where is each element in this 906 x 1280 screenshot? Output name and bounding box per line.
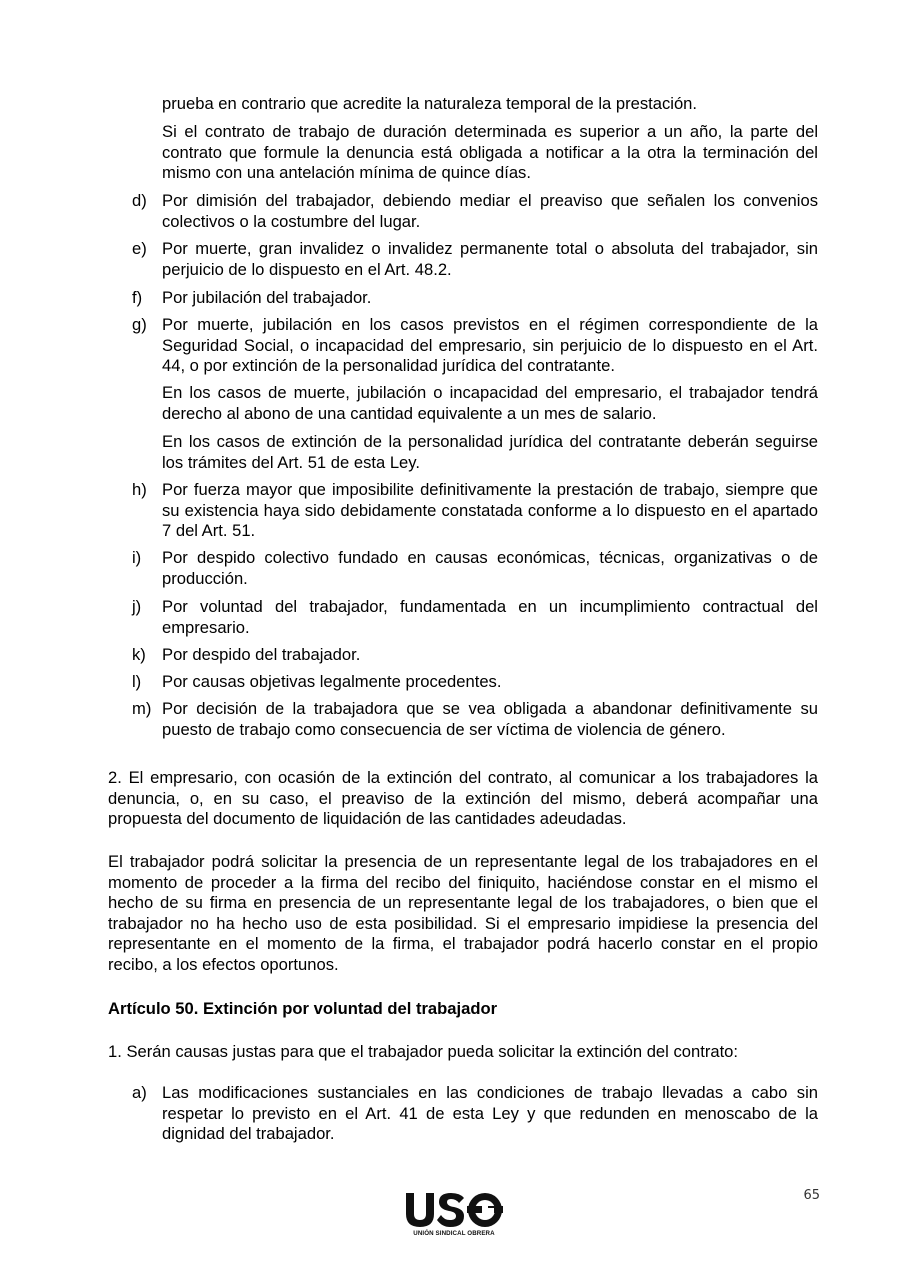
list-text: Por fuerza mayor que imposibilite definitivamente la prestación de trabajo, siempre que su existencia haya sido debidamente constatada conforme a lo dispuesto en el apartado 7 del Art. 51.	[162, 480, 818, 541]
list-text: Las modificaciones sustanciales en las condiciones de trabajo llevadas a cabo sin respetar lo previsto en el Art. 41 de esta Ley y que redunden en menoscabo de la dignidad del trabajador.	[162, 1083, 818, 1144]
list-label: a)	[132, 1083, 147, 1102]
list-text: Por despido del trabajador.	[162, 645, 361, 664]
list-label: m)	[132, 699, 152, 718]
list-text: Por causas objetivas legalmente procedentes.	[162, 672, 502, 691]
list-text: Por despido colectivo fundado en causas económicas, técnicas, organizativas o de producción.	[162, 548, 818, 588]
list-label: j)	[132, 597, 142, 616]
paragraph-representative: El trabajador podrá solicitar la presencia de un representante legal de los trabajadores en el momento de proceder a la firma del recibo del finiquito, haciéndose constar en el mismo el hecho de su firma en presencia de un representante legal de los trabajadores, o bien que el trabajador no ha hecho uso de esta posibilidad. Si el empresario impidiese la presencia del representante en el momento de la firma, el trabajador podrá hacerlo constar en el propio recibo, a los efectos oportunos.	[108, 852, 818, 974]
paragraph-fixed-term-notice: Si el contrato de trabajo de duración determinada es superior a un año, la parte del contrato que formule la denuncia está obligada a notificar a la otra la terminación del mismo con una antelación mínima de quince días.	[162, 122, 818, 183]
list-label: h)	[132, 480, 147, 499]
paragraph-settlement: 2. El empresario, con ocasión de la extinción del contrato, al comunicar a los trabajadores la denuncia, o, en su caso, el preaviso de la extinción del mismo, deberá acompañar una propuesta del documento de liquidación de las cantidades adeudadas.	[108, 768, 818, 829]
list-text: En los casos de muerte, jubilación o incapacidad del empresario, el trabajador tendrá derecho al abono de una cantidad equivalente a un mes de salario.	[162, 383, 818, 423]
list-text: Por muerte, gran invalidez o invalidez permanente total o absoluta del trabajador, sin perjuicio de lo dispuesto en el Art. 48.2.	[162, 239, 818, 279]
list-text: En los casos de extinción de la personalidad jurídica del contratante deberán seguirse los trámites del Art. 51 de esta Ley.	[162, 432, 818, 472]
paragraph-just-causes: 1. Serán causas justas para que el trabajador pueda solicitar la extinción del contrato:	[108, 1042, 739, 1061]
list-text: Por voluntad del trabajador, fundamentada en un incumplimiento contractual del empresario.	[162, 597, 818, 637]
list-label: k)	[132, 645, 146, 664]
article-heading: Artículo 50. Extinción por voluntad del trabajador	[108, 999, 498, 1018]
list-text: Por decisión de la trabajadora que se vea obligada a abandonar definitivamente su puesto de trabajo como consecuencia de ser víctima de violencia de género.	[162, 699, 818, 739]
page-number: 65	[803, 1188, 820, 1203]
list-text: Por muerte, jubilación en los casos previstos en el régimen correspondiente de la Seguridad Social, o incapacidad del empresario, sin perjuicio de lo dispuesto en el Art. 44, o por extinción de la personalidad jurídica del contratante.	[162, 315, 818, 376]
logo-caption: UNIÓN SINDICAL OBRERA	[413, 1230, 495, 1237]
list-label: i)	[132, 548, 142, 567]
list-label: e)	[132, 239, 147, 258]
uso-logo	[402, 1190, 506, 1250]
list-label: g)	[132, 315, 147, 334]
list-label: d)	[132, 191, 147, 210]
paragraph-continuation: prueba en contrario que acredite la naturaleza temporal de la prestación.	[162, 94, 698, 113]
uso-logo-mark	[402, 1190, 506, 1230]
list-label: f)	[132, 288, 143, 307]
list-label: l)	[132, 672, 142, 691]
list-text: Por dimisión del trabajador, debiendo mediar el preaviso que señalen los convenios colectivos o la costumbre del lugar.	[162, 191, 818, 231]
list-text: Por jubilación del trabajador.	[162, 288, 372, 307]
